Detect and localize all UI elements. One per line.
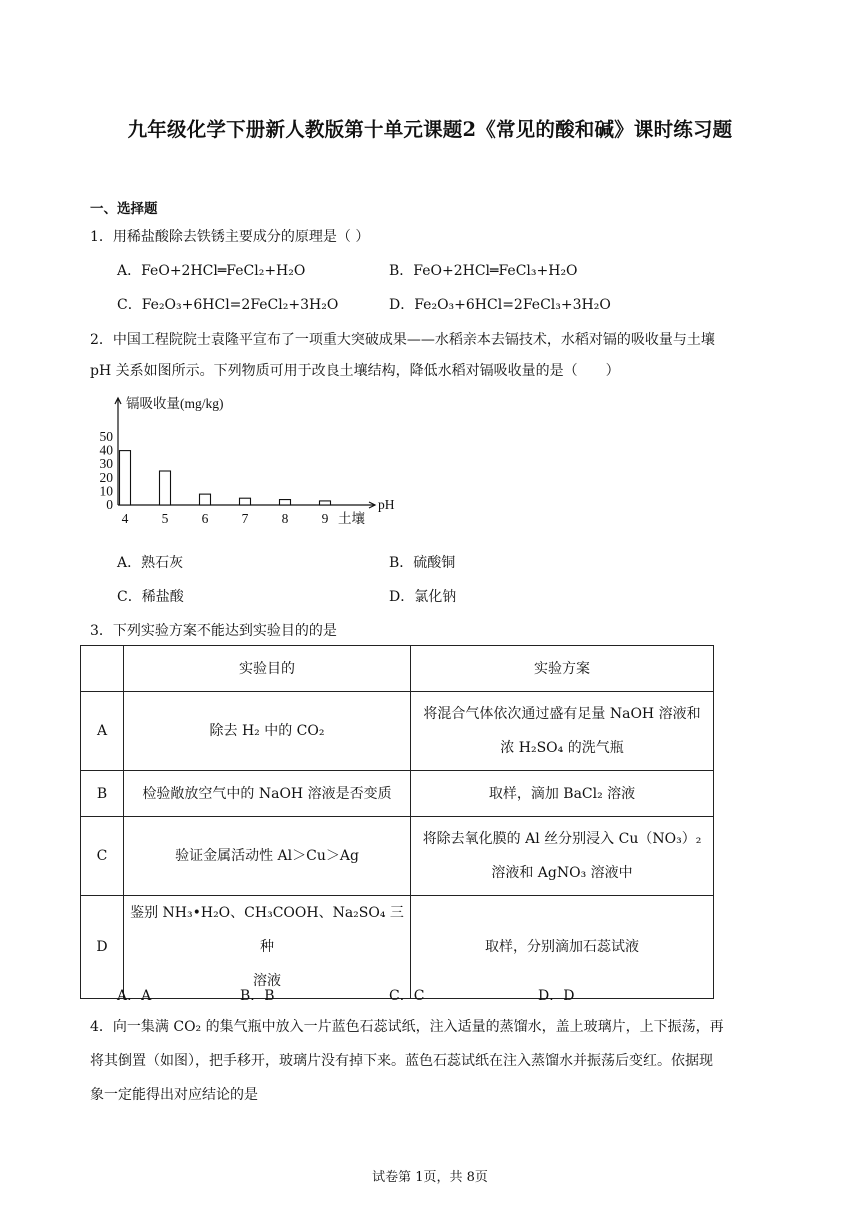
row-plan-line: 溶液和 AgNO₃ 溶液中 — [491, 865, 633, 881]
page-footer: 试卷第 1页，共 8页 — [372, 1170, 488, 1185]
q3-option-a: A．A — [117, 988, 152, 1004]
x-tick-label: 6 — [201, 511, 209, 526]
q1-option-b: B．FeO+2HCl═FeCl₃+H₂O — [389, 263, 578, 279]
q1-option-a: A．FeO+2HCl═FeCl₂+H₂O — [117, 263, 306, 279]
table-row — [81, 896, 714, 999]
row-label: D — [81, 896, 124, 999]
y-axis-label: 镉吸收量(mg/kg) — [126, 396, 224, 411]
x-tick-label: 8 — [281, 511, 289, 526]
table-row — [81, 771, 714, 817]
q1-stem: 1．用稀盐酸除去铁锈主要成分的原理是（ ） — [90, 229, 370, 245]
table-header-cell: 实验目的 — [124, 646, 411, 692]
y-tick-label: 20 — [99, 469, 113, 485]
bar — [280, 500, 291, 505]
row-plan — [411, 692, 714, 771]
bar — [120, 451, 131, 505]
q2-option-a: A．熟石灰 — [117, 555, 184, 571]
y-tick-label: 50 — [99, 429, 113, 444]
y-tick-label: 40 — [99, 442, 113, 458]
q1-option-c: C．Fe₂O₃+6HCl=2FeCl₂+3H₂O — [117, 297, 339, 313]
section-heading: 一、选择题 — [90, 201, 158, 217]
q2-option-d: D．氯化钠 — [389, 589, 457, 605]
x-axis-sublabel: 土壤 — [338, 511, 365, 526]
row-plan — [411, 817, 714, 896]
q2-stem-line2: pH 关系如图所示。下列物质可用于改良土壤结构，降低水稻对镉吸收量的是（ ） — [90, 363, 620, 379]
row-purpose — [124, 896, 411, 999]
bar — [240, 498, 251, 505]
row-plan-line: 将混合气体依次通过盛有足量 NaOH 溶液和 — [423, 706, 701, 722]
table-row — [81, 692, 714, 771]
row-plan: 取样，滴加 BaCl₂ 溶液 — [411, 771, 714, 817]
table-row — [81, 817, 714, 896]
x-tick-label: 9 — [321, 511, 329, 526]
q2-stem-line1: 2．中国工程院院士袁隆平宣布了一项重大突破成果——水稻亲本去镉技术，水稻对镉的吸收量与土壤 — [90, 332, 715, 348]
bar — [320, 501, 331, 505]
row-label: B — [81, 771, 124, 817]
y-tick-label: 10 — [99, 483, 113, 499]
x-tick-label: 4 — [121, 511, 129, 526]
q4-line1: 4．向一集满 CO₂ 的集气瓶中放入一片蓝色石蕊试纸，注入适量的蒸馏水，盖上玻璃片，上下振荡，再 — [90, 1019, 724, 1035]
row-plan-line: 将除去氧化膜的 Al 丝分别浸入 Cu（NO₃）₂ — [422, 831, 702, 847]
page-title: 九年级化学下册新人教版第十单元课题2《常见的酸和碱》课时练习题 — [127, 118, 733, 141]
y-tick-label: 30 — [99, 456, 113, 472]
q4-line2: 将其倒置（如图），把手移开，玻璃片没有掉下来。蓝色石蕊试纸在注入蒸馏水并振荡后变红。依据现 — [90, 1053, 713, 1069]
table-header-cell — [81, 646, 124, 692]
q2-option-b: B．硫酸铜 — [389, 555, 456, 571]
chart-bars — [120, 451, 331, 505]
q4-line3: 象一定能得出对应结论的是 — [90, 1087, 258, 1103]
x-axis-label: pH — [378, 497, 395, 512]
row-label: A — [81, 692, 124, 771]
row-purpose-line: 鉴别 NH₃•H₂O、CH₃COOH、Na₂SO₄ 三种 — [130, 905, 404, 955]
q3-option-c: C．C — [389, 988, 425, 1004]
row-purpose: 检验敞放空气中的 NaOH 溶液是否变质 — [124, 771, 411, 817]
q1-option-d: D．Fe₂O₃+6HCl=2FeCl₃+3H₂O — [389, 297, 611, 313]
table-header-cell: 实验方案 — [411, 646, 714, 692]
q3-option-d: D．D — [538, 988, 575, 1004]
experiment-table — [80, 645, 714, 999]
q3-option-b: B．B — [240, 988, 275, 1004]
row-purpose: 除去 H₂ 中的 CO₂ — [124, 692, 411, 771]
bar — [160, 471, 171, 505]
row-purpose-line: 溶液 — [253, 973, 281, 989]
row-purpose: 验证金属活动性 Al＞Cu＞Ag — [124, 817, 411, 896]
q3-stem: 3．下列实验方案不能达到实验目的的是 — [90, 623, 337, 639]
table-header-row — [81, 646, 714, 692]
row-plan: 取样，分别滴加石蕊试液 — [411, 896, 714, 999]
y-tick-label: 0 — [106, 497, 113, 512]
x-tick-label: 5 — [161, 511, 169, 526]
row-label: C — [81, 817, 124, 896]
x-tick-label: 7 — [241, 511, 249, 526]
chart-labels — [100, 395, 395, 526]
q2-option-c: C．稀盐酸 — [117, 589, 184, 605]
cadmium-ph-bar-chart — [90, 388, 410, 528]
chart-axes — [115, 398, 375, 508]
bar — [200, 494, 211, 505]
row-plan-line: 浓 H₂SO₄ 的洗气瓶 — [500, 740, 624, 756]
